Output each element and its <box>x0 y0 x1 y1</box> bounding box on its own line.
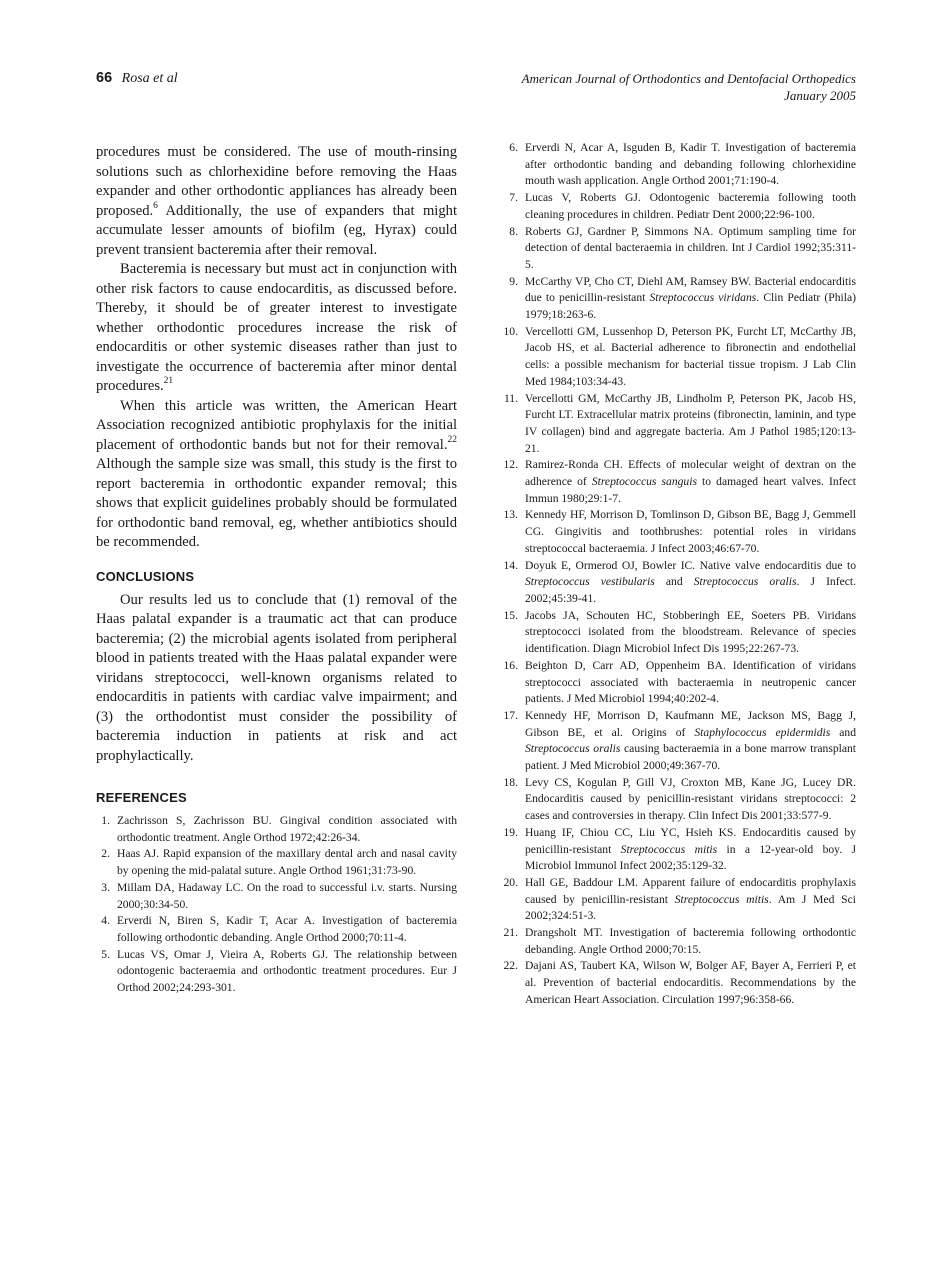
reference-item <box>496 324 856 391</box>
reference-item <box>496 875 856 925</box>
page-number: 66 <box>96 70 113 86</box>
reference-number: 1. <box>101 814 110 827</box>
reference-item <box>496 190 856 223</box>
reference-item <box>96 913 457 946</box>
reference-text: Dajani AS, Taubert KA, Wilson W, Bolger AF, Bayer A, Ferrieri P, et al. Prevention of bacterial endocarditis. Recommendations by the American Heart Association. Circulation 1997;96:358-66. <box>525 959 856 1006</box>
reference-text: McCarthy VP, Cho CT, Diehl AM, Ramsey BW. Bacterial endocarditis due to penicillin-resistant Streptococcus viridans. Clin Pediatr (Phila) 1979;18:263-6. <box>525 274 856 322</box>
reference-number: 5. <box>101 947 110 961</box>
reference-item <box>496 608 856 658</box>
reference-number: 11. <box>503 391 518 405</box>
body-paragraph-1: procedures must be considered. The use of mouth-rinsing solutions such as chlorhexidine before removing the Haas expander and other orthodontic appliances has already been proposed.$^6$ Additionally, the use of expanders that might accumulate lesser amounts of biofilm (eg, Hyrax) could prevent transient bacteremia after their removal. <box>96 144 457 258</box>
reference-item <box>496 457 856 507</box>
reference-text: Kennedy HF, Morrison D, Tomlinson D, Gibson BE, Bagg J, Gemmell CG. Gingivitis and toothbrushes: potential roles in viridans streptococcal bacteraemia. J Infect 2003;46:67-70. <box>525 508 856 555</box>
reference-item <box>496 507 856 557</box>
reference-text: Beighton D, Carr AD, Oppenheim BA. Identification of viridans streptococci associated with bacteraemia in neutropenic cancer patients. J Med Microbiol 1994;40:202-4. <box>525 658 856 706</box>
header-right <box>522 70 856 104</box>
reference-number: 20. <box>503 875 518 889</box>
reference-item <box>496 224 856 274</box>
body-paragraph-3: When this article was written, the American Heart Association recognized antibiotic prophylaxis for the initial placement of orthodontic bands but not for their removal.$^{22}$ Although the sample size was small, this study is the first to report bacteremia in orthodontic expander removal; this shows that explicit guidelines probably should be formulated for orthodontic band removal, eg, whether antibiotics should be recommended. <box>96 397 457 550</box>
reference-text: Levy CS, Kogulan P, Gill VJ, Croxton MB, Kane JG, Lucey DR. Endocarditis caused by penicillin-resistant viridans streptococci: 2 cases and controversies in therapy. Clin Infect Dis 2001;33:577-9. <box>525 775 856 823</box>
header-left <box>96 70 178 87</box>
reference-number: 17. <box>503 708 518 722</box>
reference-number: 22. <box>503 959 518 973</box>
reference-text: Zachrisson S, Zachrisson BU. Gingival condition associated with orthodontic treatment. Angle Orthod 1972;42:26-34. <box>117 814 457 844</box>
reference-text: Ramirez-Ronda CH. Effects of molecular weight of dextran on the adherence of Streptococcus sanguis to damaged heart valves. Infect Immun 1980;29:1-7. <box>525 458 857 505</box>
reference-item <box>96 813 457 846</box>
reference-number: 9. <box>509 274 518 288</box>
reference-item <box>496 658 856 708</box>
reference-item <box>96 947 457 997</box>
reference-item <box>96 880 457 913</box>
reference-item <box>496 140 856 190</box>
reference-item <box>496 775 856 825</box>
references-heading: REFERENCES <box>96 790 187 805</box>
reference-list-right <box>496 140 856 1009</box>
left-column <box>96 143 457 997</box>
reference-number: 16. <box>503 658 518 672</box>
reference-text: Drangsholt MT. Investigation of bacteremia following orthodontic debanding. Angle Orthod 2000;70:15. <box>525 926 856 956</box>
reference-text: Doyuk E, Ormerod OJ, Bowler IC. Native valve endocarditis due to Streptococcus vestibularis and Streptococcus oralis. J Infect. 2002;45:39-41. <box>525 558 857 605</box>
reference-number: 7. <box>509 191 518 205</box>
reference-item <box>496 391 856 458</box>
reference-text: Lucas V, Roberts GJ. Odontogenic bacteremia following tooth cleaning procedures in children. Pediatr Dent 2000;22:96-100. <box>525 191 856 221</box>
reference-number: 4. <box>101 914 110 928</box>
reference-text: Haas AJ. Rapid expansion of the maxillary dental arch and nasal cavity by opening the mid-palatal suture. Angle Orthod 1961;31:73-90. <box>117 847 457 878</box>
reference-item <box>496 558 856 608</box>
running-header <box>96 70 856 110</box>
reference-text: Kennedy HF, Morrison D, Kaufmann ME, Jackson MS, Bagg J, Gibson BE, et al. Origins of Staphylococcus epidermidis and Streptococcus oralis causing bacteraemia in a bone marrow transplant patient. J Med Microbiol 2000;49:367-70. <box>525 708 857 773</box>
reference-item <box>96 846 457 879</box>
reference-number: 3. <box>101 880 110 894</box>
reference-list-left <box>96 813 457 997</box>
reference-item <box>496 925 856 958</box>
reference-number: 14. <box>503 558 518 572</box>
reference-text: Lucas VS, Omar J, Vieira A, Roberts GJ. The relationship between odontogenic bacteraemia and orthodontic treatment procedures. Eur J Orthod 2002;24:293-301. <box>117 947 457 995</box>
running-authors: Rosa et al <box>121 71 178 86</box>
body-paragraph-2: Bacteremia is necessary but must act in conjunction with other risk factors to cause endocarditis, as discussed before. Thereby, it should be of greater interest to investigate whether orthodontic procedures increase the risk of endocarditis or other systemic diseases rather than just to investigate the occurrence of bacteremia after minor dental procedures.$^{21}$ <box>96 261 457 394</box>
reference-number: 19. <box>503 825 518 839</box>
reference-number: 21. <box>503 926 518 940</box>
reference-number: 13. <box>503 508 518 522</box>
reference-number: 12. <box>503 458 518 472</box>
reference-text: Millam DA, Hadaway LC. On the road to successful i.v. starts. Nursing 2000;30:34-50. <box>117 880 457 911</box>
reference-text: Jacobs JA, Schouten HC, Stobberingh EE, Soeters PB. Viridans streptococci isolated from the bloodstream. Relevance of species identification. Diagn Microbiol Infect Dis 1995;22:267-73. <box>525 608 856 656</box>
issue-date: January 2005 <box>784 88 856 103</box>
right-column <box>496 140 856 1009</box>
reference-number: 6. <box>509 141 518 154</box>
reference-number: 2. <box>101 847 110 861</box>
reference-number: 18. <box>503 775 518 789</box>
reference-item <box>496 708 856 775</box>
reference-text: Hall GE, Baddour LM. Apparent failure of endocarditis prophylaxis caused by penicillin-resistant Streptococcus mitis. Am J Med Sci 2002;324:51-3. <box>525 875 857 923</box>
reference-item <box>496 825 856 875</box>
reference-number: 15. <box>503 608 518 622</box>
reference-item <box>496 958 856 1008</box>
reference-text: Vercellotti GM, Lussenhop D, Peterson PK, Furcht LT, McCarthy JB, Jacob HS, et al. Bacterial adherence to fibronectin and endothelial cells: a possible mechanism for bacterial tissue tropism. J Lab Clin Med 1984;103:34-43. <box>525 324 856 388</box>
reference-number: 8. <box>509 224 518 238</box>
reference-text: Roberts GJ, Gardner P, Simmons NA. Optimum sampling time for detection of dental bacteraemia in children. Int J Cardiol 1992;35:311-5. <box>525 224 856 271</box>
reference-text: Vercellotti GM, McCarthy JB, Lindholm P, Peterson PK, Jacob HS, Furcht LT. Extracellular matrix proteins (fibronectin, laminin, and type IV collagen) bind and aggregate bacteria. Am J Pathol 1985;120:13-21. <box>525 391 856 455</box>
journal-title: American Journal of Orthodontics and Dentofacial Orthopedics <box>521 71 856 86</box>
conclusions-heading: CONCLUSIONS <box>96 568 195 584</box>
conclusions-paragraph: Our results led us to conclude that (1) removal of the Haas palatal expander is a traumatic act that can produce bacteremia; (2) the microbial agents isolated from peripheral blood in patients treated with the Haas palatal expander were viridans streptococci, well-known organisms related to endocarditis in patients with cardiac valve impairment; and (3) the orthodontist must consider the possibility of bacteremia induction in patients at risk and act prophylactically. <box>96 591 457 764</box>
reference-text: Erverdi N, Biren S, Kadir T, Acar A. Investigation of bacteremia following orthodontic debanding. Angle Orthod 2000;70:11-4. <box>117 914 457 944</box>
reference-text: Huang IF, Chiou CC, Liu YC, Hsieh KS. Endocarditis caused by penicillin-resistant Streptococcus mitis in a 12-year-old boy. J Microbiol Immunol Infect 2002;35:129-32. <box>525 825 856 873</box>
reference-item <box>496 274 856 324</box>
reference-text: Erverdi N, Acar A, Isguden B, Kadir T. Investigation of bacteremia after orthodontic banding and debanding following chlorhexidine mouth wash application. Angle Orthod 2001;71:190-4. <box>525 141 856 188</box>
reference-number: 10. <box>503 324 518 338</box>
